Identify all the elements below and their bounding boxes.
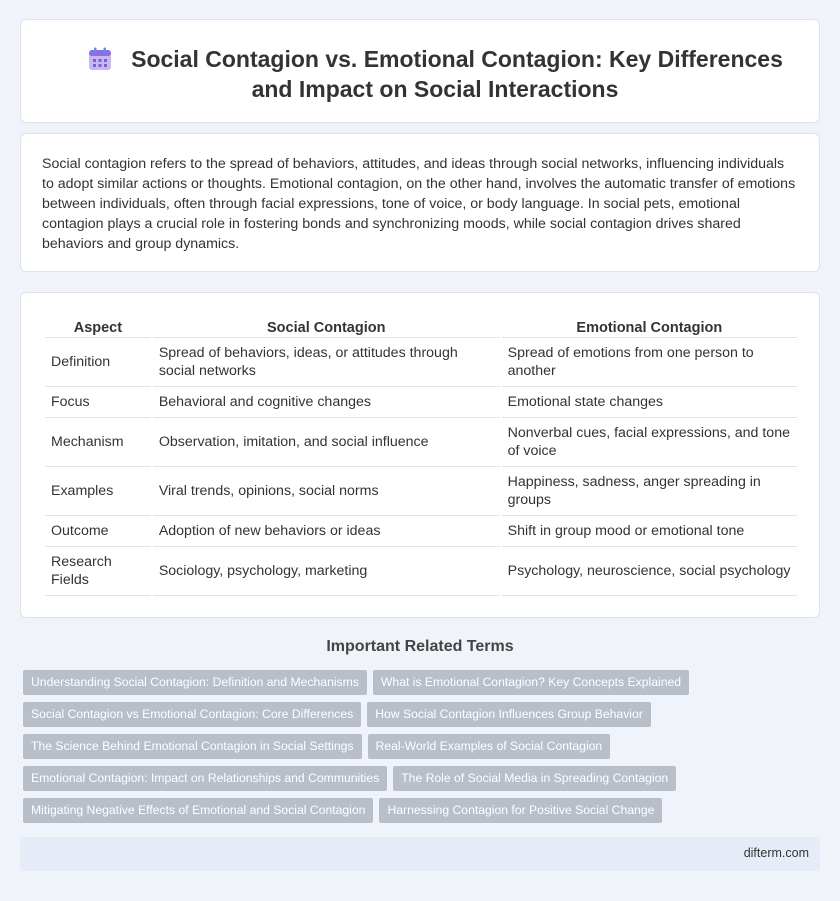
row-emotional: Nonverbal cues, facial expressions, and tone of voice <box>502 418 797 467</box>
table-row <box>45 516 797 547</box>
footer-site-link[interactable]: difterm.com <box>743 846 809 860</box>
row-social: Behavioral and cognitive changes <box>153 387 500 418</box>
row-emotional: Psychology, neuroscience, social psychology <box>502 547 797 596</box>
page-title-text: Social Contagion vs. Emotional Contagion: Key Differences and Impact on Social Interactions <box>131 46 783 102</box>
comparison-table-card <box>20 292 820 618</box>
row-aspect: Focus <box>45 387 151 418</box>
row-social: Adoption of new behaviors or ideas <box>153 516 500 547</box>
row-aspect: Mechanism <box>45 418 151 467</box>
related-terms-list <box>23 670 823 830</box>
related-term-tag[interactable]: Social Contagion vs Emotional Contagion: Core Differences <box>23 702 361 727</box>
footer <box>20 837 820 871</box>
header-card <box>20 19 820 123</box>
table-row <box>45 338 797 387</box>
row-aspect: Outcome <box>45 516 151 547</box>
row-social: Sociology, psychology, marketing <box>153 547 500 596</box>
row-emotional: Emotional state changes <box>502 387 797 418</box>
table-header-row <box>45 316 797 338</box>
row-emotional: Shift in group mood or emotional tone <box>502 516 797 547</box>
related-term-tag[interactable]: The Science Behind Emotional Contagion in Social Settings <box>23 734 362 759</box>
comparison-table <box>43 316 799 596</box>
related-term-tag[interactable]: Understanding Social Contagion: Definition and Mechanisms <box>23 670 367 695</box>
table-row <box>45 547 797 596</box>
calendar-icon <box>87 46 113 72</box>
table-row <box>45 418 797 467</box>
row-aspect: Examples <box>45 467 151 516</box>
row-social: Observation, imitation, and social influence <box>153 418 500 467</box>
related-term-tag[interactable]: Harnessing Contagion for Positive Social Change <box>379 798 662 823</box>
row-emotional: Happiness, sadness, anger spreading in groups <box>502 467 797 516</box>
header-social-contagion: Social Contagion <box>153 316 500 338</box>
table-row <box>45 387 797 418</box>
related-term-tag[interactable]: Mitigating Negative Effects of Emotional and Social Contagion <box>23 798 373 823</box>
table-row <box>45 467 797 516</box>
header-aspect: Aspect <box>45 316 151 338</box>
intro-card <box>20 133 820 272</box>
header-emotional-contagion: Emotional Contagion <box>502 316 797 338</box>
row-social: Spread of behaviors, ideas, or attitudes through social networks <box>153 338 500 387</box>
related-term-tag[interactable]: How Social Contagion Influences Group Behavior <box>367 702 651 727</box>
related-term-tag[interactable]: The Role of Social Media in Spreading Contagion <box>393 766 676 791</box>
row-social: Viral trends, opinions, social norms <box>153 467 500 516</box>
related-terms-title: Important Related Terms <box>326 638 514 655</box>
row-emotional: Spread of emotions from one person to another <box>502 338 797 387</box>
row-aspect: Definition <box>45 338 151 387</box>
row-aspect: Research Fields <box>45 547 151 596</box>
page-title <box>71 44 799 104</box>
related-term-tag[interactable]: What is Emotional Contagion? Key Concepts Explained <box>373 670 689 695</box>
intro-paragraph: Social contagion refers to the spread of behaviors, attitudes, and ideas through social networks, influencing individuals to adopt similar actions or thoughts. Emotional contagion, on the other hand, involves the automatic transfer of emotions between individuals, often through facial expressions, tone of voice, or body language. In social pets, emotional contagion plays a crucial role in fostering bonds and synchronizing moods, while social contagion drives shared behaviors and group dynamics. <box>42 156 796 252</box>
related-term-tag[interactable]: Emotional Contagion: Impact on Relationships and Communities <box>23 766 387 791</box>
related-term-tag[interactable]: Real-World Examples of Social Contagion <box>368 734 611 759</box>
